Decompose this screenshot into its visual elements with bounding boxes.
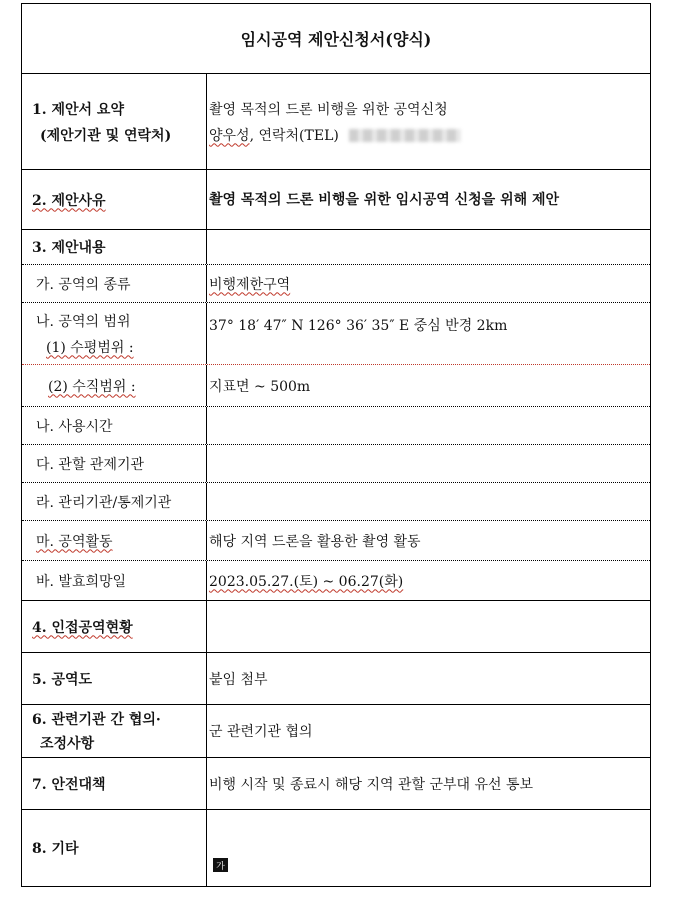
row-usage-time bbox=[22, 407, 650, 445]
management-agency-label: 라. 관리기관/통제기관 bbox=[22, 483, 207, 520]
safety-measures-value bbox=[207, 758, 650, 809]
airspace-map-label: 5. 공역도 bbox=[22, 653, 207, 704]
effective-date-text: 2023.05.27.(토) ~ 06.27(화) bbox=[209, 573, 404, 590]
summary-value-line1: 촬영 목적의 드론 비행을 위한 공역신청 bbox=[209, 101, 448, 118]
effective-date-label: 바. 발효희망일 bbox=[22, 561, 207, 600]
effective-date-value bbox=[207, 561, 650, 600]
row-content bbox=[22, 230, 650, 265]
text-box-icon[interactable]: 가 bbox=[213, 858, 228, 872]
summary-label bbox=[22, 74, 207, 169]
airspace-range-label bbox=[22, 303, 207, 364]
management-agency-value bbox=[207, 483, 650, 520]
usage-time-label: 나. 사용시간 bbox=[22, 407, 207, 444]
row-reason bbox=[22, 170, 650, 230]
control-agency-value bbox=[207, 445, 650, 482]
row-summary bbox=[22, 74, 650, 170]
airspace-activity-label-text: 마. 공역활동 bbox=[36, 533, 113, 550]
airspace-type-label: 가. 공역의 종류 bbox=[22, 265, 207, 302]
control-agency-label-text: 다. 관할 관제기관 bbox=[36, 456, 145, 473]
row-coordination bbox=[22, 705, 650, 758]
summary-value-line2 bbox=[209, 125, 461, 145]
row-airspace-activity bbox=[22, 521, 650, 561]
content-value bbox=[207, 230, 650, 264]
vertical-range-label bbox=[22, 365, 207, 406]
contact-label: , 연락처(TEL) bbox=[249, 127, 339, 144]
summary-label-line1: 1. 제안서 요약 bbox=[32, 101, 124, 118]
airspace-activity-label bbox=[22, 521, 207, 560]
summary-label-line2: (제안기관 및 연락처) bbox=[40, 127, 172, 144]
adjacent-airspace-value bbox=[207, 601, 650, 652]
reason-value: 촬영 목적의 드론 비행을 위한 임시공역 신청을 위해 제안 bbox=[209, 191, 560, 208]
adjacent-airspace-label bbox=[22, 601, 207, 652]
airspace-map-value: 붙임 첨부 bbox=[209, 671, 268, 688]
row-vertical-range bbox=[22, 365, 650, 407]
form-title: 임시공역 제안신청서(양식) bbox=[240, 30, 432, 49]
contact-name: 양우성 bbox=[209, 127, 250, 144]
airspace-range-label-line1: 나. 공역의 범위 bbox=[36, 313, 131, 330]
form-title-row bbox=[22, 4, 650, 74]
airspace-activity-value: 해당 지역 드론을 활용한 촬영 활동 bbox=[209, 533, 421, 550]
horizontal-range-value: 37° 18′ 47″ N 126° 36′ 35″ E 중심 반경 2km bbox=[209, 318, 508, 334]
vertical-range-label-text: (2) 수직범위 : bbox=[48, 378, 136, 395]
row-etc bbox=[22, 810, 650, 886]
row-safety-measures bbox=[22, 758, 650, 810]
control-agency-label bbox=[22, 445, 207, 482]
vertical-range-value: 지표면 ~ 500m bbox=[209, 378, 311, 395]
proposal-form bbox=[21, 3, 651, 887]
coordination-label-line2: 조정사항 bbox=[40, 736, 95, 752]
coordination-label bbox=[22, 705, 207, 757]
row-adjacent-airspace bbox=[22, 601, 650, 653]
row-effective-date bbox=[22, 561, 650, 601]
reason-label-text: 2. 제안사유 bbox=[32, 192, 106, 209]
airspace-type-text: 비행제한구역 bbox=[209, 276, 291, 293]
safety-measures-text: 비행 시작 및 종료시 해당 지역 관할 군부대 유선 통보 bbox=[209, 776, 534, 793]
content-label: 3. 제안내용 bbox=[22, 230, 207, 264]
coordination-label-line1: 6. 관련기관 간 협의· bbox=[32, 712, 161, 728]
redacted-phone bbox=[349, 129, 461, 142]
adjacent-airspace-label-text: 4. 인접공역현황 bbox=[32, 619, 133, 636]
row-control-agency bbox=[22, 445, 650, 483]
usage-time-value bbox=[207, 407, 650, 444]
etc-value bbox=[207, 810, 650, 886]
row-airspace-map bbox=[22, 653, 650, 705]
summary-value bbox=[207, 74, 650, 169]
safety-measures-label: 7. 안전대책 bbox=[22, 758, 207, 809]
airspace-type-value bbox=[207, 265, 650, 302]
row-airspace-type bbox=[22, 265, 650, 303]
reason-label bbox=[22, 170, 207, 229]
horizontal-range-label-text: (1) 수평범위 : bbox=[46, 339, 134, 356]
row-management-agency bbox=[22, 483, 650, 521]
etc-label: 8. 기타 bbox=[22, 810, 207, 886]
row-airspace-range bbox=[22, 303, 650, 365]
coordination-value: 군 관련기관 협의 bbox=[209, 724, 313, 740]
horizontal-range-label bbox=[46, 337, 134, 357]
